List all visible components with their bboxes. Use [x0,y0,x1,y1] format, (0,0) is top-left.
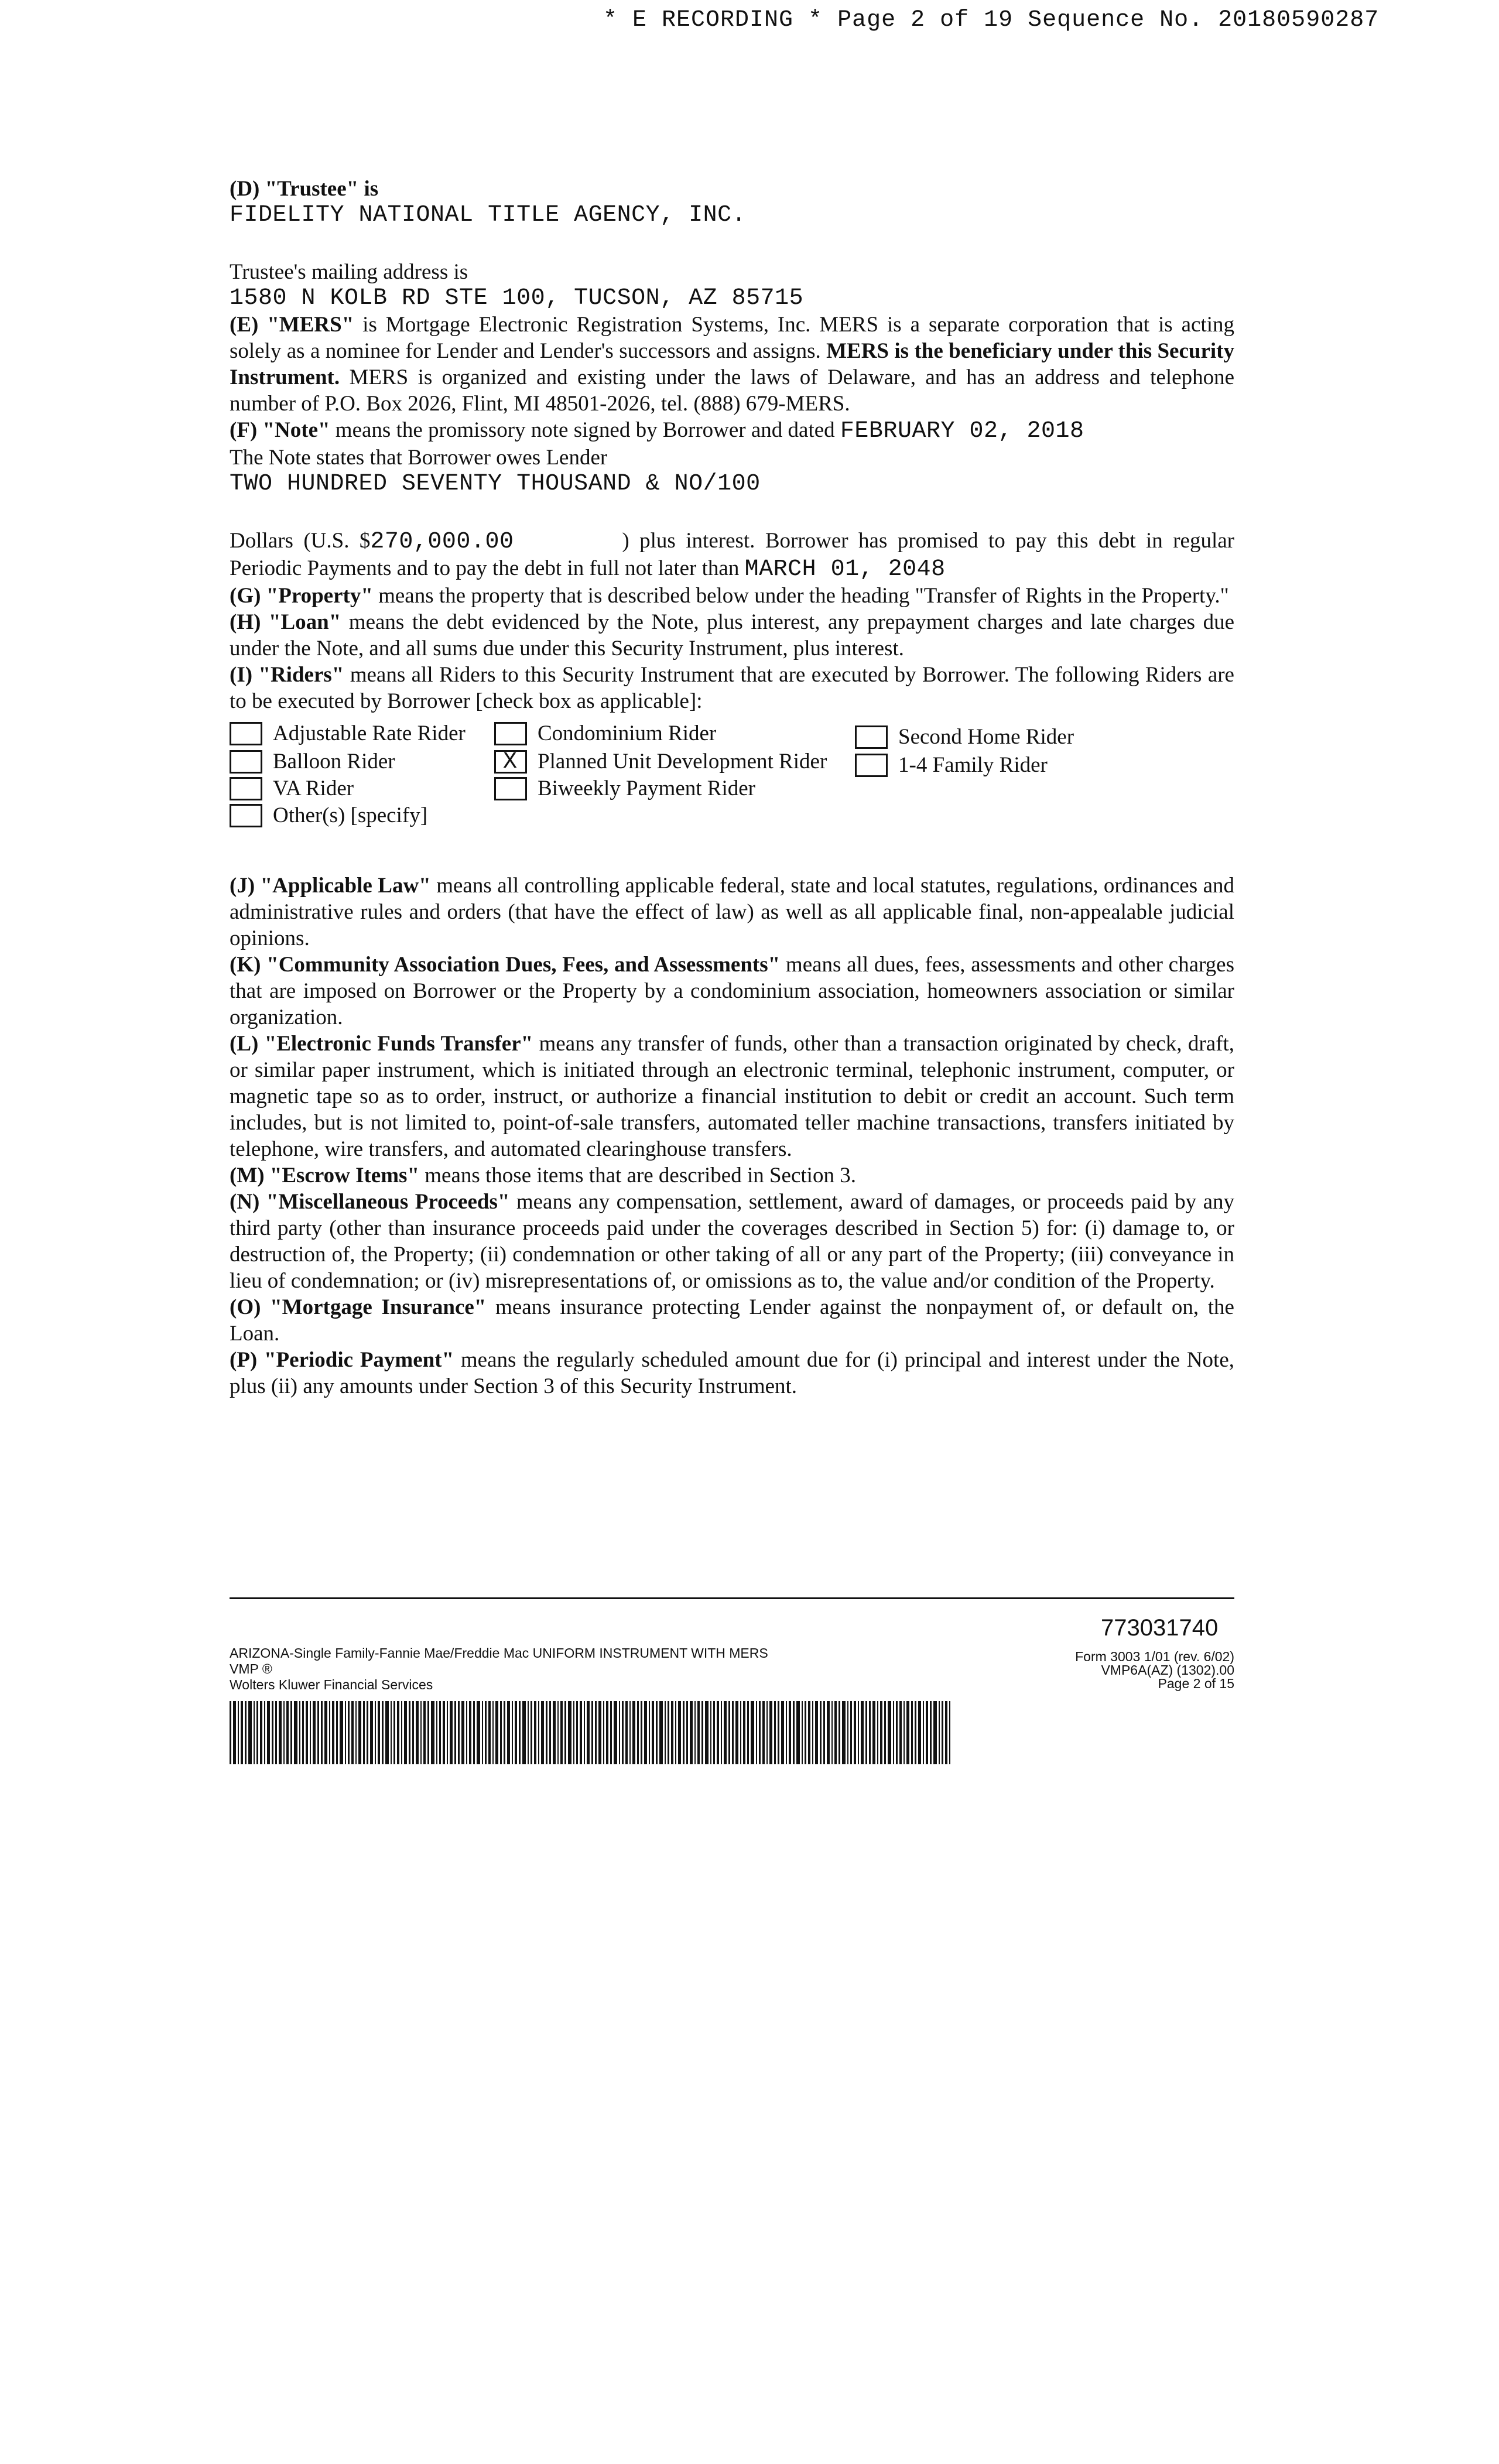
barcode-bar [454,1701,456,1764]
barcode-bar [926,1701,928,1764]
checkbox[interactable] [230,804,262,827]
barcode-bar [641,1701,642,1764]
barcode-bar [762,1701,765,1764]
barcode-bar [538,1701,539,1764]
barcode-bar [355,1701,357,1764]
barcode-bar [789,1701,791,1764]
barcode-bar [321,1701,323,1764]
rider-adjustable-rate[interactable]: Adjustable Rate Rider [230,720,466,747]
barcode-bar [248,1701,252,1764]
recording-header: * E RECORDING * Page 2 of 19 Sequence No. 20180590287 [603,7,1380,33]
barcode-bar [584,1701,585,1764]
barcode-bar [412,1701,414,1764]
barcode-bar [686,1701,688,1764]
barcode-bar [697,1701,700,1764]
barcode-bar [649,1701,650,1764]
loan-number: 773031740 [1101,1615,1219,1641]
section-mortgage-insurance: (O) "Mortgage Insurance" means insurance protecting Lender against the nonpayment of, or default on, the Loan. [230,1295,1234,1346]
barcode-bar [933,1701,937,1764]
barcode-bar [375,1701,376,1764]
barcode-bar [522,1701,526,1764]
barcode-bar [614,1701,617,1764]
barcode-bar [488,1701,491,1764]
barcode-bar [329,1701,330,1764]
barcode-bar [507,1701,510,1764]
barcode-bar [461,1701,464,1764]
barcode-bar [802,1701,803,1764]
barcode-bar [839,1701,840,1764]
footer-divider [230,1597,1234,1599]
barcode-bar [786,1701,787,1764]
barcode-bar [701,1701,703,1764]
barcode-bar [949,1701,950,1764]
barcode-bar [842,1701,846,1764]
barcode-bar [820,1701,822,1764]
riders-checklist [230,720,1234,837]
barcode-bar [256,1701,258,1764]
barcode-bar [340,1701,343,1764]
barcode-bar [557,1701,559,1764]
barcode-bar [391,1701,392,1764]
checkbox-checked[interactable] [494,750,527,774]
barcode-bar [477,1701,480,1764]
trustee-address-label: Trustee's mailing address is [230,260,468,284]
barcode-bar [740,1701,741,1764]
barcode-bar [877,1701,878,1764]
barcode-bar [710,1701,711,1764]
barcode-bar [595,1701,597,1764]
barcode-bar [683,1701,685,1764]
barcode-bar [728,1701,730,1764]
barcode-bar [336,1701,338,1764]
note-dollars: Dollars (U.S. $270,000.00 ) plus interest. Borrower has promised to pay this debt in regular Periodic Payments and to pay the debt in full not later than MARCH 01, 2048 [230,529,1234,583]
section-mers: (E) "MERS" is Mortgage Electronic Registration Systems, Inc. MERS is a separate corporation that is acting solely as a nominee for Lender and Lender's successors and assigns. MERS is the beneficiary under this Security Instrument. MERS is organized and existing under the laws of Delaware, and has an address and telephone number of P.O. Box 2026, Flint, MI 48501-2026, tel. (888) 679-MERS. [230,313,1235,416]
barcode-bar [598,1701,601,1764]
checkbox[interactable] [230,750,262,774]
barcode-bar [546,1701,547,1764]
barcode-bar [911,1701,913,1764]
barcode-bar [888,1701,891,1764]
barcode-bar [918,1701,921,1764]
barcode-bar [351,1701,354,1764]
barcode-bar [512,1701,513,1764]
note-owes: The Note states that Borrower owes Lender [230,446,608,470]
vmp-code: VMP6A(AZ) (1302).00 [1101,1662,1234,1678]
barcode-bar [665,1701,666,1764]
rider-other[interactable]: Other(s) [specify] [230,802,427,829]
barcode-bar [317,1701,319,1764]
form-info-right [1031,1650,1234,1690]
section-community-association: (K) "Community Association Dues, Fees, and Assessments" means all dues, fees, assessments and other charges that are imposed on Borrower or the Property by a condominium association, homeowners association or similar organization. [230,953,1234,1029]
barcode-bar [717,1701,719,1764]
checkbox[interactable] [494,777,527,800]
barcode-bar [774,1701,776,1764]
barcode-bar [230,1701,231,1764]
barcode-bar [348,1701,350,1764]
barcode-bar [378,1701,380,1764]
rider-planned-unit-development[interactable]: X Planned Unit Development Rider [494,748,827,775]
barcode-bar [656,1701,658,1764]
barcode-bar [310,1701,311,1764]
barcode-bar [416,1701,419,1764]
barcode-bar [778,1701,779,1764]
trustee-address: 1580 N KOLB RD STE 100, TUCSON, AZ 85715 [230,285,804,312]
barcode-bar [781,1701,784,1764]
barcode-bar [880,1701,882,1764]
barcode-bar [884,1701,886,1764]
page-number: Page 2 of 15 [1158,1676,1234,1691]
checkbox[interactable] [230,722,262,745]
barcode-bar [858,1701,859,1764]
barcode-bar [504,1701,505,1764]
barcode-bar [690,1701,693,1764]
barcode-bar [332,1701,334,1764]
barcode-image [230,1701,956,1764]
barcode-bar [439,1701,441,1764]
barcode-bar [272,1701,273,1764]
barcode-bar [279,1701,282,1764]
barcode-bar [560,1701,563,1764]
barcode-bar [769,1701,772,1764]
barcode-bar [431,1701,434,1764]
barcode-bar [286,1701,289,1764]
barcode-bar [759,1701,761,1764]
barcode-bar [393,1701,395,1764]
barcode-bar [466,1701,467,1764]
barcode-bar [482,1701,483,1764]
checkbox[interactable] [855,754,888,777]
barcode-bar [644,1701,647,1764]
barcode-bar [267,1701,270,1764]
barcode-bar [713,1701,715,1764]
checkbox[interactable] [494,722,527,745]
barcode-bar [668,1701,669,1764]
barcode-bar [473,1701,475,1764]
barcode-bar [942,1701,943,1764]
barcode-bar [447,1701,448,1764]
barcode-bar [854,1701,856,1764]
barcode-bar [610,1701,612,1764]
barcode-bar [245,1701,247,1764]
barcode-bar [302,1701,304,1764]
barcode-bar [923,1701,924,1764]
barcode-bar [622,1701,624,1764]
barcode-bar [805,1701,806,1764]
section-loan: (H) "Loan" means the debt evidenced by the Note, plus interest, any prepayment charges and late charges due under the Note, and all sums due under this Security Instrument, plus interest. [230,610,1235,661]
barcode-bar [306,1701,308,1764]
barcode-bar [724,1701,727,1764]
barcode-bar [939,1701,940,1764]
barcode-bar [652,1701,654,1764]
barcode-bar [808,1701,810,1764]
form-number: Form 3003 1/01 (rev. 6/02) [1075,1649,1234,1664]
rider-second-home[interactable]: Second Home Rider [855,724,1074,750]
barcode-bar [591,1701,593,1764]
barcode-bar [492,1701,494,1764]
barcode-bar [367,1701,368,1764]
rider-1-4-family[interactable]: 1-4 Family Rider [855,752,1048,778]
form-title: ARIZONA-Single Family-Fannie Mae/Freddie Mac UNIFORM INSTRUMENT WITH MERS [230,1645,768,1661]
barcode-bar [254,1701,255,1764]
barcode-bar [515,1701,517,1764]
barcode-bar [850,1701,852,1764]
barcode-bar [485,1701,487,1764]
barcode-bar [823,1701,825,1764]
section-riders: (I) "Riders" means all Riders to this Security Instrument that are executed by Borrower. The following Riders are to be executed by Borrower [check box as applicable]: [230,663,1234,713]
barcode-bar [238,1701,239,1764]
barcode-bar [568,1701,571,1764]
barcode-bar [534,1701,536,1764]
barcode-bar [397,1701,399,1764]
barcode-bar [812,1701,813,1764]
barcode-bar [872,1701,875,1764]
barcode-bar [671,1701,673,1764]
barcode-bar [896,1701,898,1764]
barcode-bar [549,1701,551,1764]
barcode-bar [766,1701,768,1764]
section-miscellaneous-proceeds: (N) "Miscellaneous Proceeds" means any compensation, settlement, award of damages, or proceeds paid by any third party (other than insurance proceeds paid under the coverages described in Section 5) for: (i) damage to, or destruction of, the Property; (ii) condemnation or other taking of all or any part of the Property; (iii) conveyance in lieu of condemnation; or (iv) misrepresentations of, or omissions as to, the value and/or condition of the Property. [230,1190,1234,1293]
barcode-bar [469,1701,471,1764]
barcode-bar [815,1701,818,1764]
barcode-bar [747,1701,749,1764]
barcode-bar [443,1701,445,1764]
checkbox[interactable] [855,725,888,749]
barcode-bar [899,1701,902,1764]
barcode-bar [500,1701,502,1764]
vmp-mark: VMP ® [230,1661,272,1676]
barcode-bar [632,1701,635,1764]
barcode-bar [436,1701,437,1764]
barcode-bar [847,1701,848,1764]
rider-balloon[interactable]: Balloon Rider [230,748,395,775]
barcode-bar [358,1701,361,1764]
rider-va[interactable]: VA Rider [230,775,354,802]
barcode-bar [893,1701,894,1764]
barcode-bar [796,1701,800,1764]
barcode-bar [625,1701,628,1764]
barcode-bar [573,1701,574,1764]
barcode-bar [275,1701,277,1764]
note-maturity: MARCH 01, 2048 [744,556,946,583]
barcode-bar [721,1701,722,1764]
barcode-bar [743,1701,745,1764]
barcode-bar [553,1701,556,1764]
barcode-bar [283,1701,285,1764]
barcode-bar [528,1701,529,1764]
barcode-bar [541,1701,544,1764]
barcode-bar [420,1701,422,1764]
barcode-bar [241,1701,243,1764]
section-note: (F) "Note" means the promissory note signed by Borrower and dated FEBRUARY 02, 2018 [230,418,1084,444]
rider-condominium[interactable]: Condominium Rider [494,720,716,747]
barcode-bar [260,1701,262,1764]
barcode-bar [869,1701,871,1764]
publisher: Wolters Kluwer Financial Services [230,1677,433,1692]
section-property: (G) "Property" means the property that is described below under the heading "Transfer of Rights in the Property." [230,584,1229,608]
section-applicable-law: (J) "Applicable Law" means all controlling applicable federal, state and local statutes, regulations, ordinances and administrative rules and orders (that have the effect of law) as well as all applicable final, non-appealable judicial opinions. [230,874,1234,950]
barcode-bar [576,1701,578,1764]
barcode-bar [401,1701,402,1764]
barcode-bar [409,1701,410,1764]
barcode-bar [619,1701,620,1764]
barcode-bar [458,1701,460,1764]
barcode-bar [831,1701,833,1764]
barcode-bar [587,1701,590,1764]
barcode-bar [427,1701,429,1764]
barcode-bar [751,1701,754,1764]
barcode-bar [930,1701,932,1764]
barcode-bar [363,1701,365,1764]
barcode-bar [531,1701,532,1764]
document-body [230,176,1234,1399]
barcode-bar [580,1701,582,1764]
note-amount-words: TWO HUNDRED SEVENTY THOUSAND & NO/100 [230,471,761,497]
barcode-bar [735,1701,738,1764]
barcode-bar [861,1701,864,1764]
barcode-bar [659,1701,663,1764]
barcode-bar [345,1701,346,1764]
barcode-bar [606,1701,608,1764]
trustee-label: (D) "Trustee" is [230,177,379,201]
barcode-bar [637,1701,639,1764]
barcode-bar [385,1701,389,1764]
barcode-bar [290,1701,292,1764]
barcode-bar [423,1701,426,1764]
barcode-bar [370,1701,373,1764]
form-info-left [230,1645,768,1693]
barcode-bar [678,1701,681,1764]
note-amount: 270,000.00 [370,529,514,555]
barcode-bar [233,1701,236,1764]
barcode-bar [382,1701,384,1764]
barcode-bar [827,1701,830,1764]
barcode-bar [629,1701,631,1764]
barcode-bar [793,1701,795,1764]
barcode-bar [945,1701,947,1764]
barcode-bar [495,1701,498,1764]
barcode-bar [294,1701,297,1764]
section-electronic-funds-transfer: (L) "Electronic Funds Transfer" means any transfer of funds, other than a transaction originated by check, draft, or similar paper instrument, which is initiated through an electronic terminal, telephonic instrument, computer, or magnetic tape so as to order, instruct, or authorize a financial institution to debit or credit an account. Such term includes, but is not limited to, point-of-sale transfers, automated teller machine transactions, transfers initiated by telephone, wire transfers, and automated clearinghouse transfers. [230,1032,1234,1161]
barcode-bar [299,1701,300,1764]
barcode-bar [906,1701,909,1764]
barcode-bar [603,1701,604,1764]
barcode-bar [694,1701,696,1764]
section-periodic-payment: (P) "Periodic Payment" means the regularly scheduled amount due for (i) principal and interest under the Note, plus (ii) any amounts under Section 3 of this Security Instrument. [230,1348,1235,1398]
rider-biweekly-payment[interactable]: Biweekly Payment Rider [494,775,755,802]
note-date: FEBRUARY 02, 2018 [840,418,1084,444]
section-escrow-items: (M) "Escrow Items" means those items that are described in Section 3. [230,1163,856,1187]
barcode-bar [450,1701,453,1764]
barcode-bar [519,1701,521,1764]
barcode-bar [324,1701,327,1764]
barcode-bar [404,1701,407,1764]
barcode-bar [834,1701,837,1764]
barcode-bar [313,1701,316,1764]
barcode-bar [675,1701,676,1764]
checkbox[interactable] [230,777,262,800]
barcode-bar [264,1701,265,1764]
barcode-bar [903,1701,905,1764]
barcode-bar [865,1701,867,1764]
barcode-bar [732,1701,734,1764]
barcode-bar [756,1701,757,1764]
trustee-name: FIDELITY NATIONAL TITLE AGENCY, INC. [230,202,747,228]
barcode-bar [915,1701,916,1764]
barcode-bar [564,1701,566,1764]
barcode-bar [705,1701,709,1764]
